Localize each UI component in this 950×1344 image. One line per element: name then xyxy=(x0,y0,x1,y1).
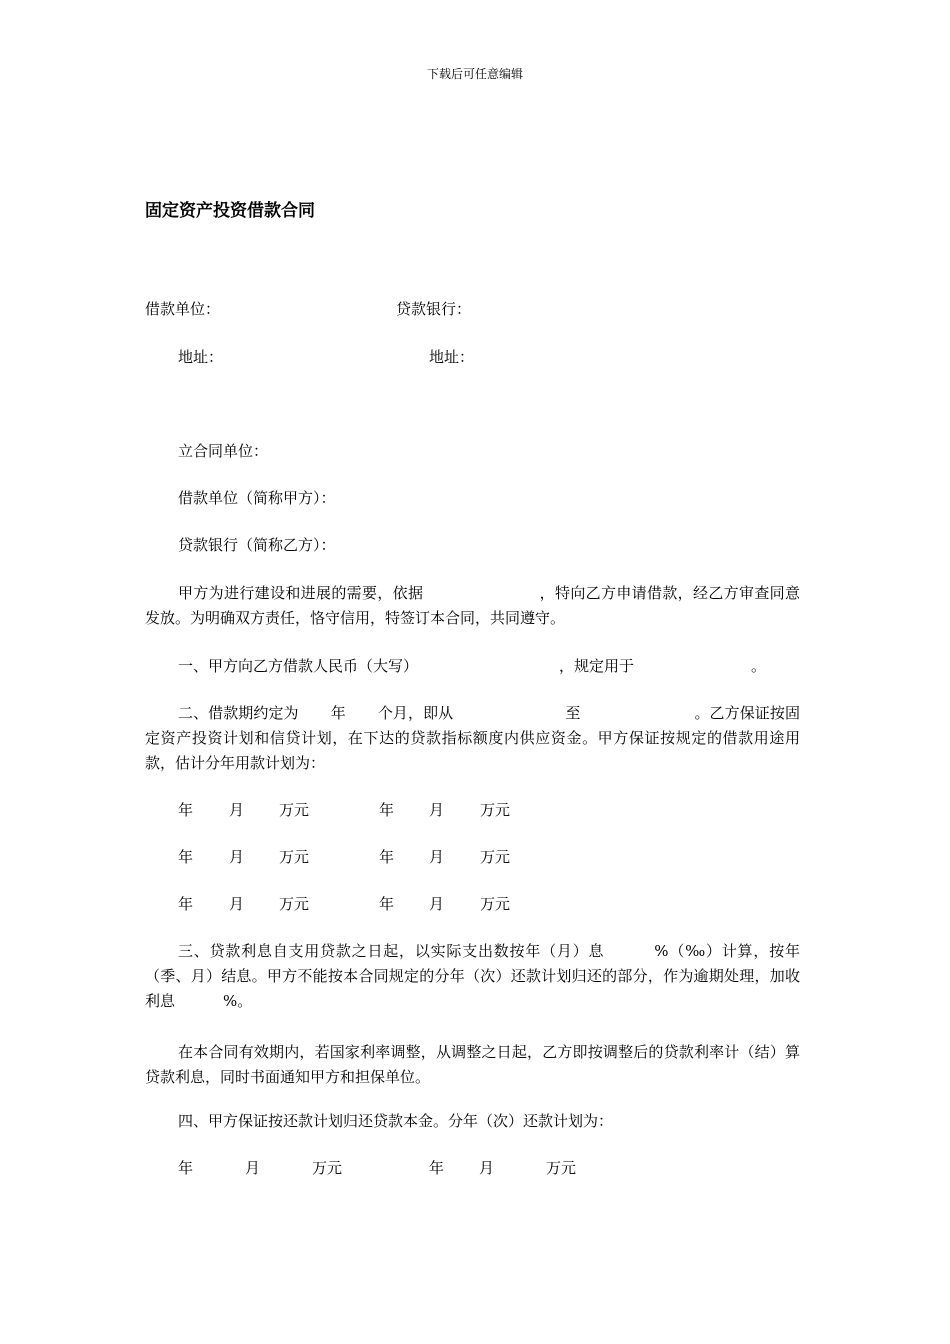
borrower-label: 借款单位： xyxy=(145,300,221,318)
schedule-amount: 万元 xyxy=(480,801,511,819)
document-title: 固定资产投资借款合同 xyxy=(145,201,315,221)
schedule-year: 年 xyxy=(379,895,395,913)
preamble-text-a: 甲方为进行建设和进展的需要，依据 xyxy=(178,584,424,602)
clause-2-text-c: 。乙方保证按固定资产投资计划和信贷计划，在下达的贷款指标额度内供应资金。甲方保证按规定的借款用途用款，估计分年用款计划为： xyxy=(145,704,800,772)
clause-2-text-a: 二、借款期约定为 xyxy=(178,704,299,722)
clause-3-text-a: 三、贷款利息自支用贷款之日起，以实际支出数按年（月）息 xyxy=(178,942,605,960)
schedule-year: 年 xyxy=(178,895,194,913)
clause-1-text-c: 。 xyxy=(751,657,767,675)
schedule-year: 年 xyxy=(178,848,194,866)
schedule-month: 月 xyxy=(229,848,245,866)
clause-1 xyxy=(178,659,766,674)
clause-1-text-a: 一、甲方向乙方借款人民币（大写） xyxy=(178,657,419,675)
repayment-year: 年 xyxy=(429,1159,445,1177)
lender-label: 贷款银行： xyxy=(396,300,472,318)
schedule-amount: 万元 xyxy=(480,895,511,913)
repayment-amount: 万元 xyxy=(312,1159,343,1177)
page-header-note: 下载后可任意编辑 xyxy=(426,67,523,81)
schedule-month: 月 xyxy=(429,848,445,866)
rate-adjustment-paragraph: 在本合同有效期内，若国家利率调整，从调整之日起，乙方即按调整后的贷款利率计（结）算贷款利息，同时书面通知甲方和担保单位。 xyxy=(145,1043,800,1086)
clause-3 xyxy=(145,939,800,1014)
clause-2 xyxy=(145,701,800,776)
schedule-year: 年 xyxy=(379,848,395,866)
schedule-year: 年 xyxy=(178,801,194,819)
clause-2-text-b: 个月，即从 xyxy=(377,704,454,722)
clause-3-text-c: %。 xyxy=(223,992,253,1010)
party-b-label: 贷款银行（简称乙方）： xyxy=(178,536,336,554)
signing-units-label: 立合同单位： xyxy=(178,442,269,460)
clause-1-text-b: ，规定用于 xyxy=(559,657,635,675)
schedule-month: 月 xyxy=(229,895,245,913)
schedule-year: 年 xyxy=(379,801,395,819)
schedule-amount: 万元 xyxy=(279,895,310,913)
clause-2-to: 至 xyxy=(565,704,581,722)
schedule-month: 月 xyxy=(229,801,245,819)
repayment-month: 月 xyxy=(479,1159,495,1177)
repayment-amount: 万元 xyxy=(546,1159,577,1177)
borrower-address-label: 地址： xyxy=(178,348,224,366)
clause-3-text-b: %（‰）计算，按年（季、月）结息。甲方不能按本合同规定的分年（次）还款计划归还的部分，作为逾期处理，加收利息 xyxy=(145,942,800,1010)
schedule-amount: 万元 xyxy=(279,801,310,819)
repayment-month: 月 xyxy=(245,1159,261,1177)
preamble-paragraph xyxy=(145,581,800,631)
lender-address-label: 地址： xyxy=(429,348,475,366)
clause-4: 四、甲方保证按还款计划归还贷款本金。分年（次）还款计划为： xyxy=(178,1112,614,1130)
clause-2-year: 年 xyxy=(330,704,346,722)
schedule-amount: 万元 xyxy=(279,848,310,866)
schedule-month: 月 xyxy=(429,895,445,913)
schedule-month: 月 xyxy=(429,801,445,819)
schedule-amount: 万元 xyxy=(480,848,511,866)
party-a-label: 借款单位（简称甲方）： xyxy=(178,489,336,507)
preamble-text-b: ，特向乙方申请借款，经乙方审查同意发放。为明确双方责任，恪守信用，特签订本合同，共同遵守。 xyxy=(145,584,800,627)
repayment-year: 年 xyxy=(178,1159,194,1177)
